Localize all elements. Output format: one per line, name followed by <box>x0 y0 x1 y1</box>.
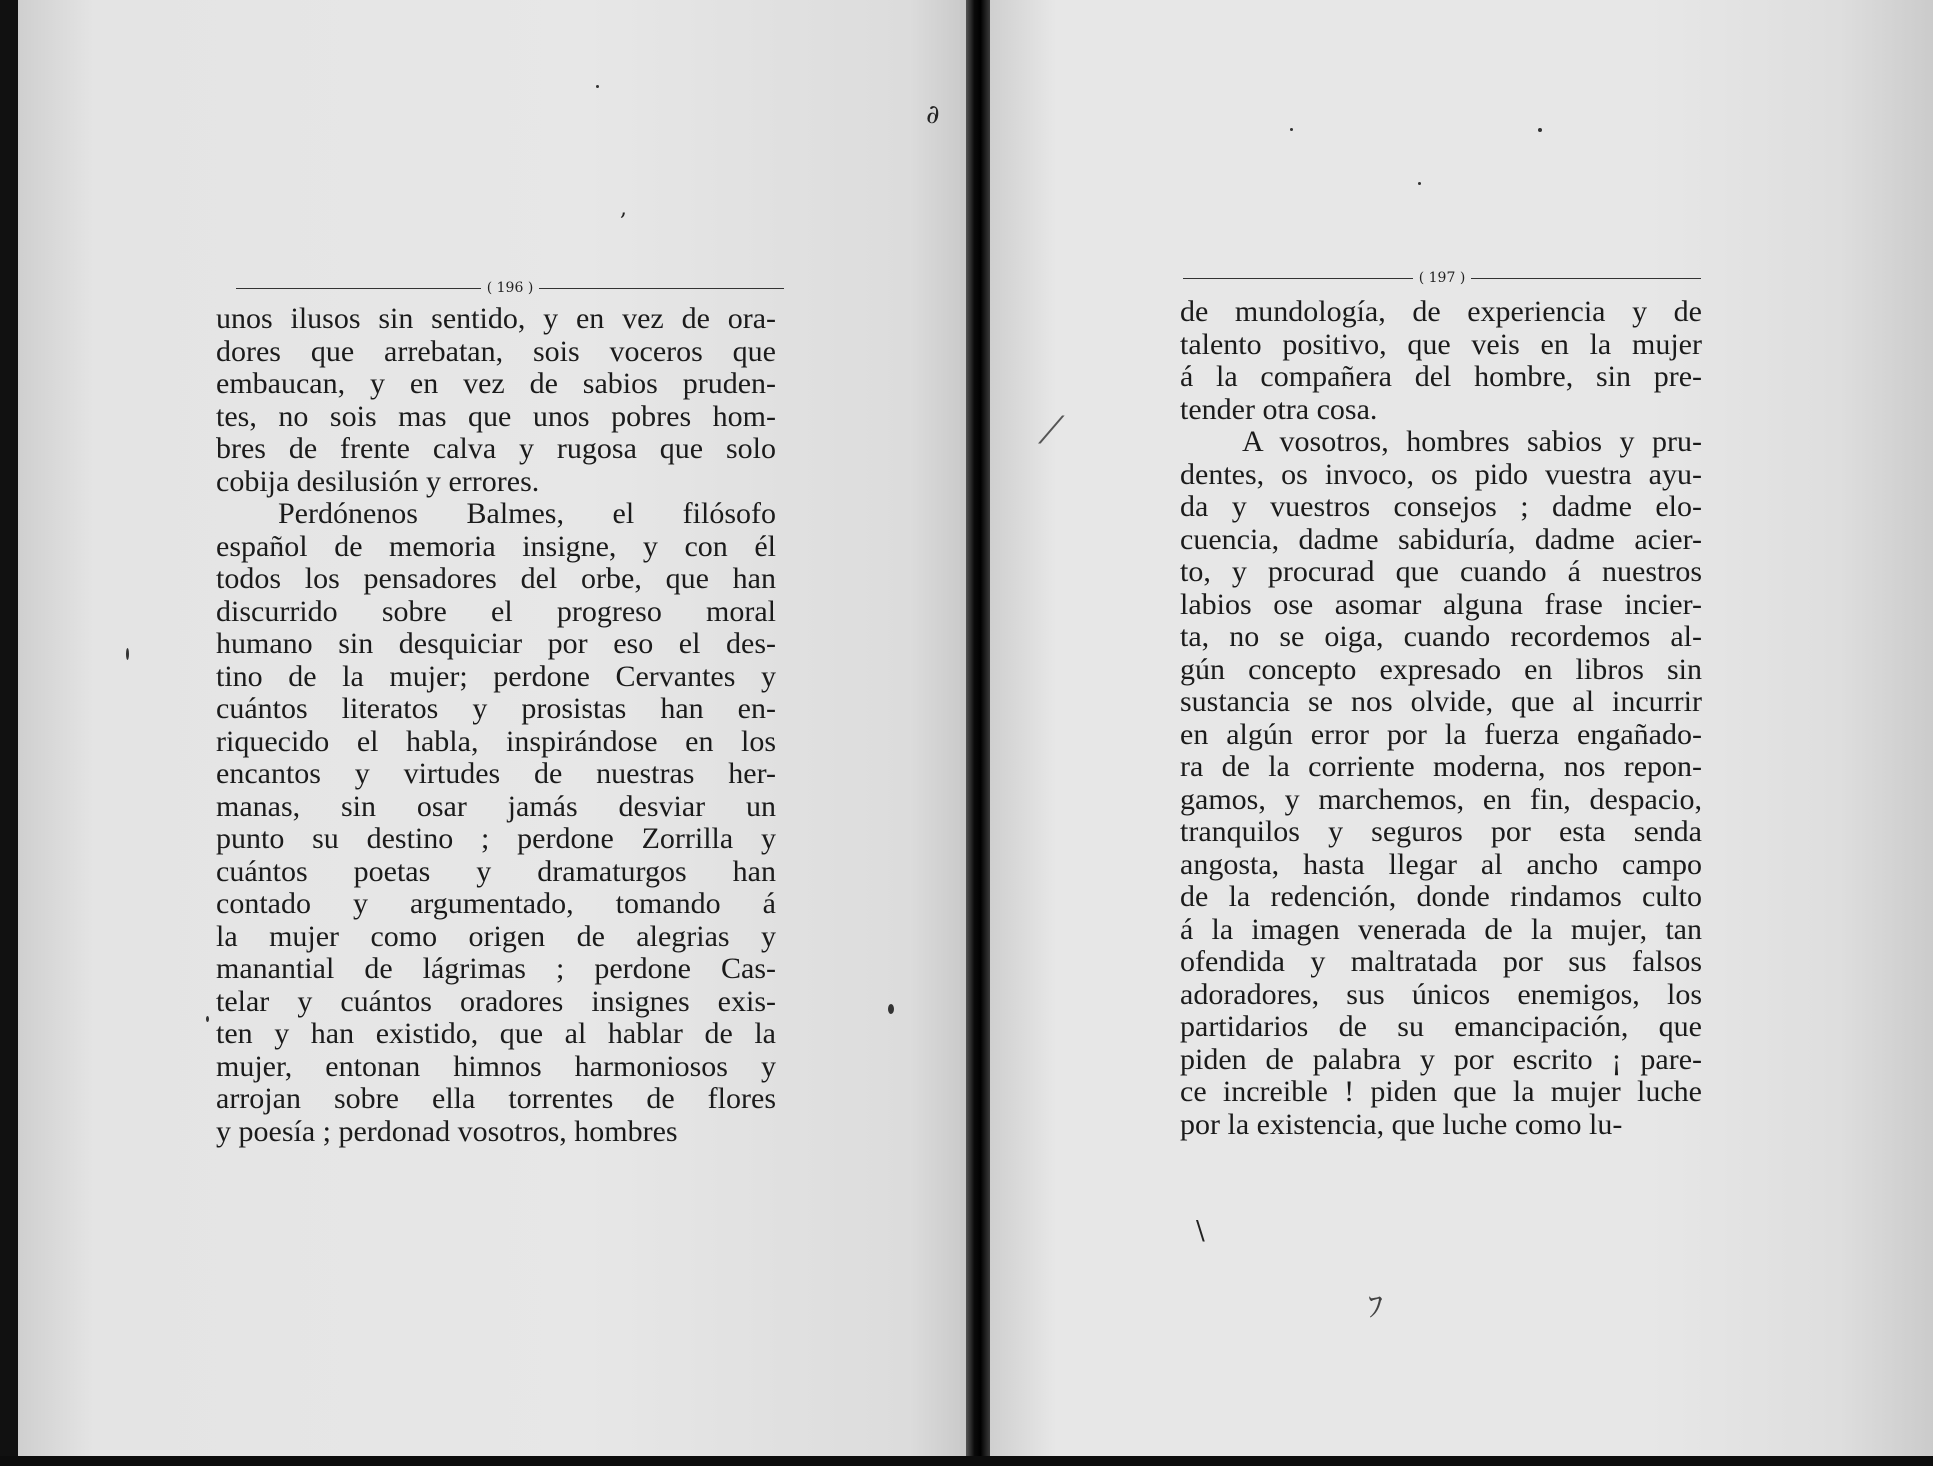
text-line: cuántos literatos y prosistas han en- <box>216 692 776 725</box>
text-line: riquecido el habla, inspirándose en los <box>216 724 776 758</box>
dust-speck <box>596 85 599 88</box>
text-line: cuencia, dadme sabiduría, dadme acier- <box>1180 522 1702 556</box>
text-line: piden de palabra y por escrito ¡ pare- <box>1180 1042 1702 1076</box>
text-line: todos los pensadores del orbe, que han <box>216 562 776 595</box>
text-line: ofendida y maltratada por sus falsos <box>1180 945 1702 978</box>
text-line: embaucan, y en vez de sabios pruden- <box>216 367 776 400</box>
text-line: encantos y virtudes de nuestras her- <box>216 757 776 790</box>
header-rule-left <box>1183 278 1413 279</box>
text-line: contado y argumentado, tomando á <box>216 887 776 920</box>
ink-mark: ∂ <box>926 100 940 130</box>
right-page-text <box>1180 296 1702 1141</box>
text-line: gamos, y marchemos, en fin, despacio, <box>1180 782 1702 816</box>
book-gutter <box>966 0 990 1466</box>
right-page <box>990 0 1933 1466</box>
text-line: gún concepto expresado en libros sin <box>1180 652 1702 686</box>
text-line: á la compañera del hombre, sin pre- <box>1180 360 1702 393</box>
text-line: de la redención, donde rindamos culto <box>1180 880 1702 913</box>
text-line: dentes, os invoco, os pido vuestra ayu- <box>1180 457 1702 491</box>
text-line: angosta, hasta llegar al ancho campo <box>1180 847 1702 881</box>
text-line: punto su destino ; perdone Zorrilla y <box>216 822 776 855</box>
text-line: Perdónenos Balmes, el filósofo <box>278 497 776 530</box>
ink-mark: \ <box>1196 1216 1205 1246</box>
text-line: adoradores, sus únicos enemigos, los <box>1180 977 1702 1011</box>
text-line: bres de frente calva y rugosa que solo <box>216 432 776 465</box>
text-line: á la imagen venerada de la mujer, tan <box>1180 912 1702 946</box>
text-line: mujer, entonan himnos harmoniosos y <box>216 1049 776 1083</box>
page-number: ( 196 ) <box>486 280 534 296</box>
header-rule-left <box>236 288 481 289</box>
text-line: arrojan sobre ella torrentes de flores <box>216 1082 776 1115</box>
text-line: en algún error por la fuerza engañado- <box>1180 717 1702 751</box>
text-line: manantial de lágrimas ; perdone Cas- <box>216 952 776 985</box>
dust-speck <box>1538 128 1542 132</box>
text-line: partidarios de su emancipación, que <box>1180 1010 1702 1043</box>
text-line: manas, sin osar jamás desviar un <box>216 789 776 823</box>
text-line: tes, no sois mas que unos pobres hom- <box>216 399 776 433</box>
dust-speck <box>126 648 129 660</box>
text-line: tranquilos y seguros por esta senda <box>1180 815 1702 848</box>
text-line: ta, no se oiga, cuando recordemos al- <box>1180 620 1702 653</box>
page-number: ( 197 ) <box>1418 270 1466 286</box>
text-line: humano sin desquiciar por eso el des- <box>216 627 776 660</box>
header-rule-right <box>539 288 784 289</box>
dust-speck <box>1418 182 1421 185</box>
text-line: cobija desilusión y errores. <box>216 464 540 498</box>
left-page-text <box>216 303 776 1148</box>
text-line: tender otra cosa. <box>1180 392 1378 426</box>
text-line: por la existencia, que luche como lu- <box>1180 1107 1623 1141</box>
header-rule-right <box>1471 278 1701 279</box>
text-line: la mujer como origen de alegrias y <box>216 919 776 953</box>
scan-bottom-edge <box>0 1456 1933 1466</box>
dust-speck <box>1290 128 1293 131</box>
ink-mark: ﾌ <box>1368 1290 1383 1325</box>
left-page <box>18 0 966 1466</box>
text-line: dores que arrebatan, sois voceros que <box>216 334 776 368</box>
text-line: da y vuestros consejos ; dadme elo- <box>1180 490 1702 523</box>
dust-speck <box>888 1004 894 1014</box>
text-line: labios ose asomar alguna frase incier- <box>1180 587 1702 621</box>
right-page-header <box>1183 268 1701 288</box>
dust-speck <box>206 1016 209 1022</box>
text-line: ra de la corriente moderna, nos repon- <box>1180 750 1702 783</box>
text-line: discurrido sobre el progreso moral <box>216 594 776 628</box>
text-line: unos ilusos sin sentido, y en vez de ora- <box>216 302 776 335</box>
text-line: español de memoria insigne, y con él <box>216 529 776 563</box>
ink-mark: , <box>620 196 627 221</box>
left-page-header <box>236 278 784 298</box>
text-line: sustancia se nos olvide, que al incurrir <box>1180 685 1702 718</box>
text-line: to, y procurad que cuando á nuestros <box>1180 555 1702 588</box>
text-line: A vosotros, hombres sabios y pru- <box>1242 425 1702 458</box>
text-line: talento positivo, que veis en la mujer <box>1180 327 1702 361</box>
text-line: y poesía ; perdonad vosotros, hombres <box>216 1114 678 1148</box>
text-line: telar y cuántos oradores insignes exis- <box>216 984 776 1018</box>
ink-mark: ⟋ <box>1038 408 1065 452</box>
text-line: ten y han existido, que al hablar de la <box>216 1017 776 1050</box>
text-line: ce increible ! piden que la mujer luche <box>1180 1075 1702 1108</box>
text-line: tino de la mujer; perdone Cervantes y <box>216 659 776 693</box>
text-line: de mundología, de experiencia y de <box>1180 295 1702 328</box>
text-line: cuántos poetas y dramaturgos han <box>216 854 776 888</box>
